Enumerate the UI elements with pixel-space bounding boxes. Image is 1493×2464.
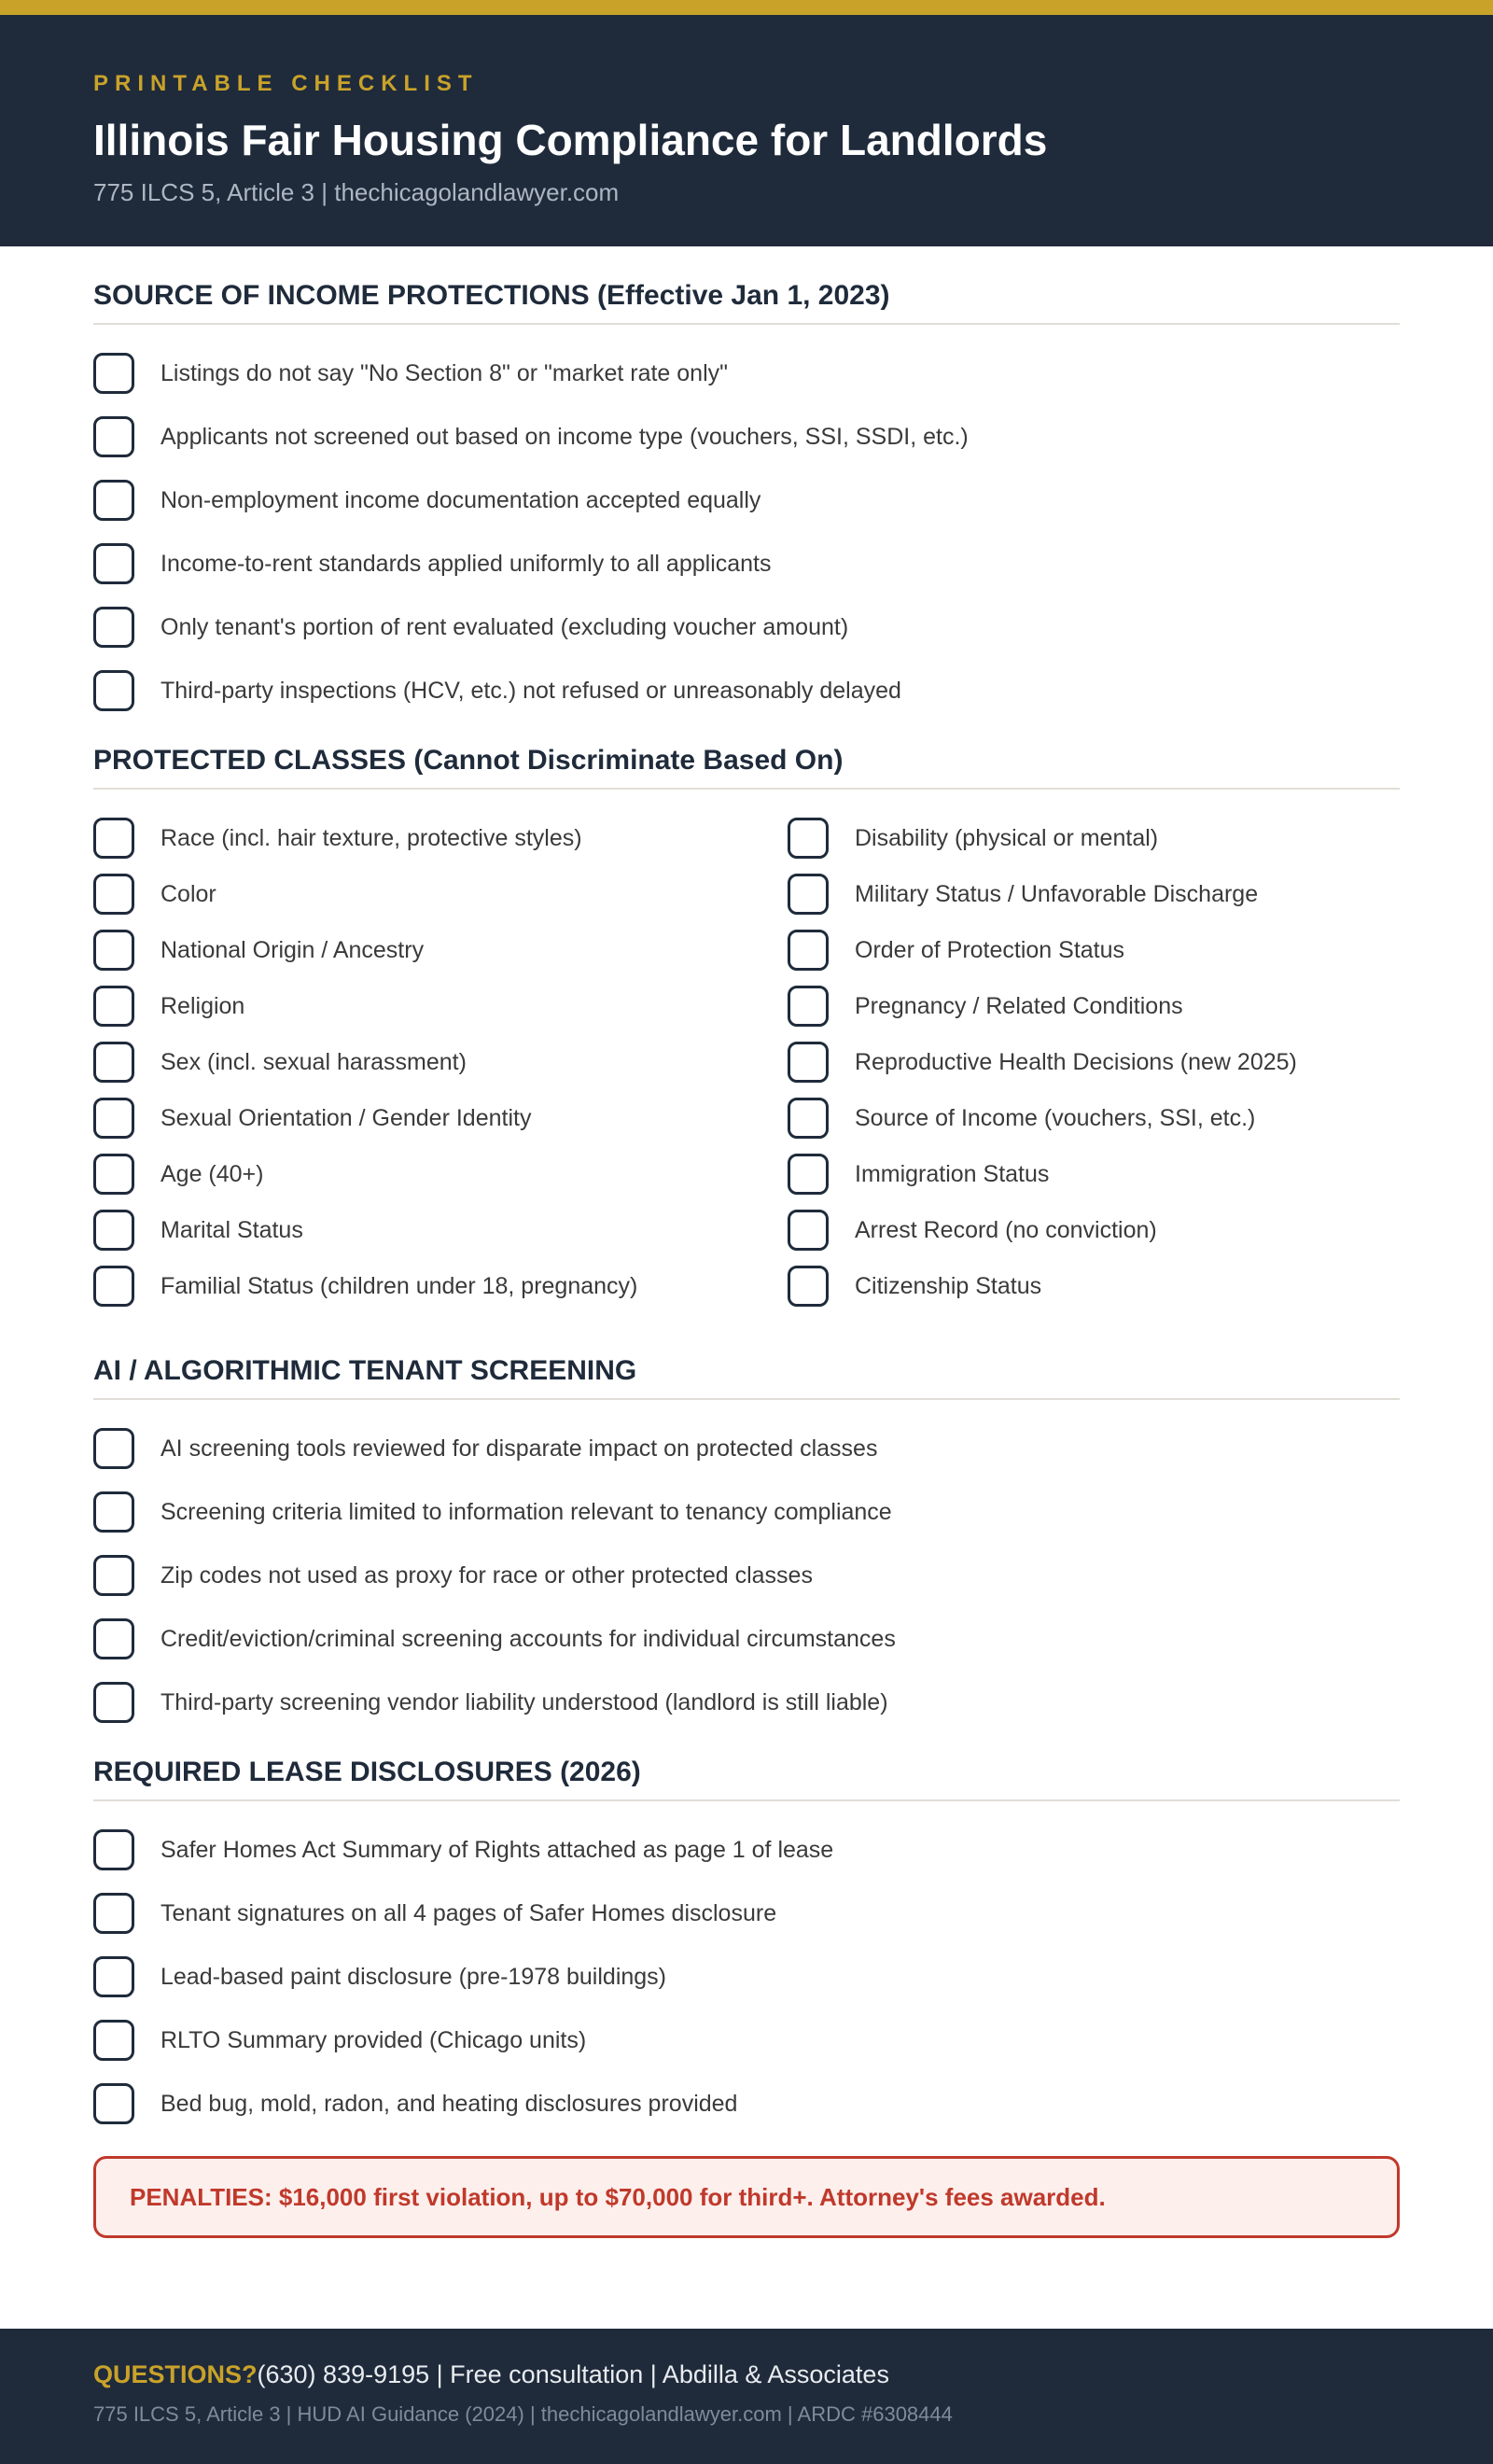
checklist-item bbox=[788, 930, 1400, 971]
checklist-item-label: RLTO Summary provided (Chicago units) bbox=[160, 2027, 587, 2053]
checkbox[interactable] bbox=[93, 353, 134, 394]
checklist-item bbox=[93, 1428, 1400, 1469]
checkbox[interactable] bbox=[93, 1098, 134, 1139]
checklist-item bbox=[93, 1618, 1400, 1659]
checklist-item bbox=[788, 986, 1400, 1027]
checklist-item-label: Listings do not say "No Section 8" or "market rate only" bbox=[160, 360, 729, 386]
checkbox[interactable] bbox=[788, 1098, 829, 1139]
page-title: Illinois Fair Housing Compliance for Landlords bbox=[93, 116, 1048, 164]
footer-citation-line: 775 ILCS 5, Article 3 | HUD AI Guidance (2024) | thechicagolandlawyer.com | ARDC #6308444 bbox=[93, 2402, 953, 2426]
penalties-banner: PENALTIES: $16,000 first violation, up to $70,000 for third+. Attorney's fees awarded. bbox=[93, 2156, 1400, 2238]
checklist-item-label: Only tenant's portion of rent evaluated (excluding voucher amount) bbox=[160, 614, 849, 640]
checklist-item-label: Familial Status (children under 18, pregnancy) bbox=[160, 1273, 638, 1299]
checklist-body bbox=[0, 246, 1493, 2238]
section-title: PROTECTED CLASSES (Cannot Discriminate Based On) bbox=[93, 745, 844, 776]
checklist-item bbox=[93, 1491, 1400, 1533]
checklist-item bbox=[788, 1210, 1400, 1251]
checklist-item-label: Tenant signatures on all 4 pages of Safer Homes disclosure bbox=[160, 1900, 777, 1926]
checkbox[interactable] bbox=[93, 416, 134, 457]
checklist-item bbox=[93, 1829, 1400, 1870]
checklist-item bbox=[788, 1266, 1400, 1307]
footer-contact-line bbox=[93, 2360, 1400, 2389]
checkbox[interactable] bbox=[788, 1154, 829, 1195]
checklist-item bbox=[93, 607, 1400, 648]
checklist-item-label: Applicants not screened out based on income type (vouchers, SSI, SSDI, etc.) bbox=[160, 424, 969, 450]
checkbox[interactable] bbox=[788, 930, 829, 971]
checklist-item-label: Bed bug, mold, radon, and heating disclosures provided bbox=[160, 2091, 738, 2117]
checklist-item-label: Arrest Record (no conviction) bbox=[855, 1217, 1157, 1243]
checklist-item-label: Marital Status bbox=[160, 1217, 303, 1243]
checklist-item bbox=[93, 1956, 1400, 1997]
checkbox[interactable] bbox=[93, 1618, 134, 1659]
checklist-item bbox=[93, 670, 1400, 711]
checklist-item-label: Color bbox=[160, 881, 216, 907]
checklist-item-label: Sex (incl. sexual harassment) bbox=[160, 1049, 467, 1075]
checklist-item bbox=[93, 874, 788, 915]
checklist-item-label: Disability (physical or mental) bbox=[855, 825, 1159, 851]
checkbox[interactable] bbox=[93, 1266, 134, 1307]
checklist-item bbox=[788, 1042, 1400, 1083]
checklist-item bbox=[93, 353, 1400, 394]
section-divider bbox=[93, 788, 1400, 790]
questions-label: QUESTIONS? bbox=[93, 2360, 258, 2388]
checklist-section bbox=[93, 1757, 1400, 2124]
checkbox[interactable] bbox=[93, 874, 134, 915]
checklist-item-label: National Origin / Ancestry bbox=[160, 937, 425, 963]
checkbox[interactable] bbox=[788, 1042, 829, 1083]
checkbox[interactable] bbox=[93, 1154, 134, 1195]
checklist-item-label: Age (40+) bbox=[160, 1161, 264, 1187]
checklist-item-label: Order of Protection Status bbox=[855, 937, 1125, 963]
checklist-column bbox=[788, 818, 1400, 1322]
checkbox[interactable] bbox=[788, 874, 829, 915]
checklist-item bbox=[93, 1682, 1400, 1723]
document-header bbox=[0, 15, 1493, 246]
checklist-item-label: Non-employment income documentation accepted equally bbox=[160, 487, 761, 513]
checkbox[interactable] bbox=[93, 480, 134, 521]
checklist-item bbox=[93, 986, 788, 1027]
checklist-item bbox=[93, 1266, 788, 1307]
checkbox[interactable] bbox=[788, 986, 829, 1027]
checkbox[interactable] bbox=[93, 1893, 134, 1934]
checkbox[interactable] bbox=[93, 2083, 134, 2124]
checklist-section bbox=[93, 280, 1400, 711]
checkbox[interactable] bbox=[93, 543, 134, 584]
checklist-item-label: Religion bbox=[160, 993, 245, 1019]
checkbox[interactable] bbox=[93, 1682, 134, 1723]
checklist-item bbox=[93, 480, 1400, 521]
checklist-item bbox=[788, 818, 1400, 859]
sections-container bbox=[93, 280, 1400, 2124]
two-column-list bbox=[93, 818, 1400, 1322]
footer-contact-text: (630) 839-9195 | Free consultation | Abdilla & Associates bbox=[257, 2360, 889, 2388]
checklist-item bbox=[93, 1042, 788, 1083]
checkbox[interactable] bbox=[93, 930, 134, 971]
checklist-item bbox=[93, 930, 788, 971]
checklist-section bbox=[93, 745, 1400, 1322]
checklist-item-label: AI screening tools reviewed for disparate impact on protected classes bbox=[160, 1435, 878, 1462]
checkbox[interactable] bbox=[93, 986, 134, 1027]
checklist-item-label: Lead-based paint disclosure (pre-1978 buildings) bbox=[160, 1964, 667, 1990]
checklist-item-label: Screening criteria limited to information relevant to tenancy compliance bbox=[160, 1499, 892, 1525]
checklist-item bbox=[93, 2020, 1400, 2061]
checklist-item-label: Zip codes not used as proxy for race or other protected classes bbox=[160, 1562, 813, 1589]
checklist-item-label: Sexual Orientation / Gender Identity bbox=[160, 1105, 532, 1131]
checkbox[interactable] bbox=[93, 607, 134, 648]
checkbox[interactable] bbox=[93, 1491, 134, 1533]
checklist-item bbox=[788, 1098, 1400, 1139]
checklist-item-label: Race (incl. hair texture, protective styles) bbox=[160, 825, 582, 851]
eyebrow-label: PRINTABLE CHECKLIST bbox=[93, 71, 479, 96]
checkbox[interactable] bbox=[93, 1956, 134, 1997]
checklist-section bbox=[93, 1355, 1400, 1723]
checkbox[interactable] bbox=[93, 1555, 134, 1596]
checklist-item bbox=[93, 543, 1400, 584]
checkbox[interactable] bbox=[93, 1210, 134, 1251]
section-divider bbox=[93, 1799, 1400, 1801]
checklist-item-label: Reproductive Health Decisions (new 2025) bbox=[855, 1049, 1297, 1075]
checklist-item-label: Pregnancy / Related Conditions bbox=[855, 993, 1183, 1019]
header-subtitle: 775 ILCS 5, Article 3 | thechicagolandlawyer.com bbox=[93, 178, 620, 206]
checklist-item bbox=[93, 2083, 1400, 2124]
checklist-item bbox=[93, 1893, 1400, 1934]
checkbox[interactable] bbox=[788, 818, 829, 859]
checklist-list bbox=[93, 353, 1400, 711]
section-title: SOURCE OF INCOME PROTECTIONS (Effective Jan 1, 2023) bbox=[93, 280, 890, 311]
checklist-item bbox=[93, 1154, 788, 1195]
checklist-item bbox=[788, 874, 1400, 915]
checklist-item bbox=[93, 1210, 788, 1251]
checkbox[interactable] bbox=[93, 670, 134, 711]
checkbox[interactable] bbox=[788, 1266, 829, 1307]
checklist-list bbox=[93, 1428, 1400, 1723]
checklist-item bbox=[93, 416, 1400, 457]
checklist-item-label: Credit/eviction/criminal screening accounts for individual circumstances bbox=[160, 1626, 896, 1652]
checkbox[interactable] bbox=[93, 818, 134, 859]
checklist-item-label: Immigration Status bbox=[855, 1161, 1050, 1187]
section-title: REQUIRED LEASE DISCLOSURES (2026) bbox=[93, 1757, 641, 1787]
top-accent-bar bbox=[0, 0, 1493, 15]
checklist-item bbox=[788, 1154, 1400, 1195]
checklist-item bbox=[93, 1555, 1400, 1596]
checklist-item-label: Source of Income (vouchers, SSI, etc.) bbox=[855, 1105, 1256, 1131]
document-footer bbox=[0, 2329, 1493, 2464]
checklist-item-label: Safer Homes Act Summary of Rights attached as page 1 of lease bbox=[160, 1837, 834, 1863]
checklist-item-label: Citizenship Status bbox=[855, 1273, 1042, 1299]
checklist-column bbox=[93, 818, 788, 1322]
checkbox[interactable] bbox=[93, 1829, 134, 1870]
checklist-item bbox=[93, 1098, 788, 1139]
section-divider bbox=[93, 1398, 1400, 1400]
checkbox[interactable] bbox=[93, 1042, 134, 1083]
checklist-list bbox=[93, 1829, 1400, 2124]
checklist-item-label: Third-party screening vendor liability understood (landlord is still liable) bbox=[160, 1689, 888, 1715]
section-title: AI / ALGORITHMIC TENANT SCREENING bbox=[93, 1355, 637, 1386]
checklist-item-label: Third-party inspections (HCV, etc.) not refused or unreasonably delayed bbox=[160, 678, 901, 704]
checklist-item-label: Military Status / Unfavorable Discharge bbox=[855, 881, 1259, 907]
checkbox[interactable] bbox=[93, 1428, 134, 1469]
section-divider bbox=[93, 323, 1400, 325]
checklist-item bbox=[93, 818, 788, 859]
checkbox[interactable] bbox=[788, 1210, 829, 1251]
checkbox[interactable] bbox=[93, 2020, 134, 2061]
checklist-item-label: Income-to-rent standards applied uniformly to all applicants bbox=[160, 551, 772, 577]
